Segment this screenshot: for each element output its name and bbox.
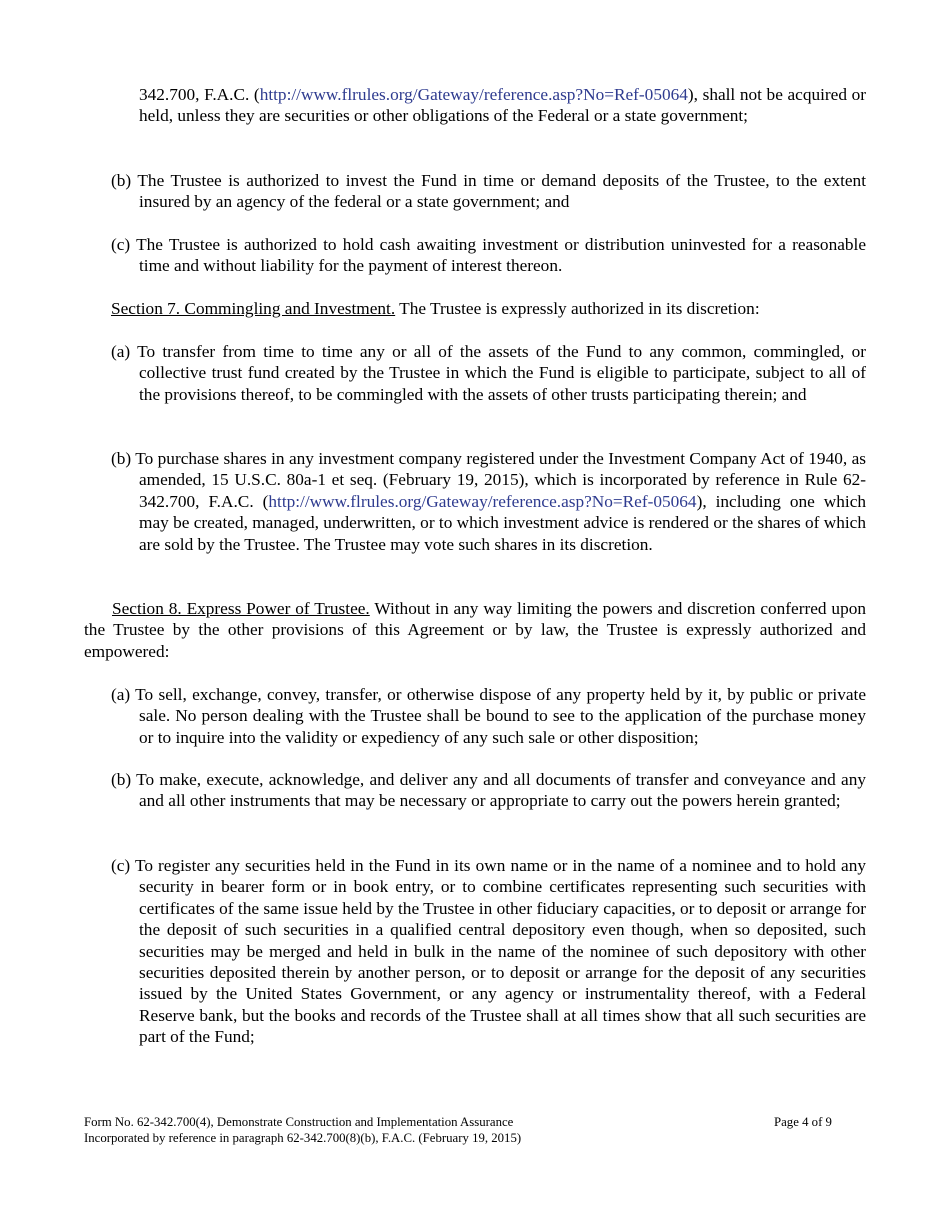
section6-item-b: (b) The Trustee is authorized to invest the Fund in time or demand deposits of the Trustee, to the extent insured by an agency of the federal or a state government; and: [111, 171, 866, 212]
page-number: Page 4 of 9: [774, 1115, 832, 1129]
section6-a-continuation: [139, 84, 866, 127]
flrules-reference-link[interactable]: http://www.flrules.org/Gateway/reference.asp?No=Ref-05064: [259, 85, 688, 104]
continuation-text-end: ), shall not be acquired or held, unless they are securities or other obligations of the Federal or a state government;: [139, 85, 867, 126]
section6-item-c: (c) The Trustee is authorized to hold cash awaiting investment or distribution uninvested for a reasonable time and without liability for the payment of interest thereon.: [111, 235, 866, 276]
section7-item-b-text-start: (b) To purchase shares in any investment company registered under the Investment Company Act of 1940, as amended, 15 U.S.C. 80a-1 et seq. (February 19, 2015), which is incorporated by reference in Rule 62-342.700, F.A.C. (: [111, 449, 866, 511]
footer-form-line: Form No. 62-342.700(4), Demonstrate Construction and Implementation Assurance: [84, 1115, 514, 1129]
section8-item-a: (a) To sell, exchange, convey, transfer, or otherwise dispose of any property held by it, by public or private sale. No person dealing with the Trustee shall be bound to see to the application of the purchase money or to inquire into the validity or expediency of any such sale or other disposition;: [111, 685, 866, 747]
section8-heading: Section 8. Express Power of Trustee.: [112, 599, 370, 618]
section7-item-b-text-end: ), including one which may be created, managed, underwritten, or to which investment advice is rendered or the shares of which are sold by the Trustee. The Trustee may vote such shares in its discretion.: [139, 491, 867, 554]
section7-item-a: (a) To transfer from time to time any or all of the assets of the Fund to any common, commingled, or collective trust fund created by the Trustee in which the Fund is eligible to participate, subject to all of the provisions thereof, to be commingled with the assets of other trusts participating therein; and: [111, 342, 866, 404]
section7-item-b: [111, 448, 866, 555]
page-footer: [84, 1114, 866, 1146]
section7-intro: The Trustee is expressly authorized in its discretion:: [395, 299, 760, 318]
section7-heading: Section 7. Commingling and Investment.: [111, 299, 396, 318]
section8-item-c: (c) To register any securities held in the Fund in its own name or in the name of a nominee and to hold any security in bearer form or in book entry, or to combine certificates representing such securities with certificates of the same issue held by the Trustee in other fiduciary capacities, or to deposit or arrange for the deposit of such securities in a qualified central depository even though, when so deposited, such securities may be merged and held in bulk in the name of the nominee of such depository with other securities deposited therein by another person, or to deposit or arrange for the deposit of any securities issued by the United States Government, or any agency or instrumentality thereof, with a Federal Reserve bank, but the books and records of the Trustee shall at all times show that all such securities are part of the Fund;: [111, 856, 866, 1047]
flrules-reference-link[interactable]: http://www.flrules.org/Gateway/reference.asp?No=Ref-05064: [268, 491, 697, 511]
footer-incorporation-line: Incorporated by reference in paragraph 62-342.700(8)(b), F.A.C. (February 19, 2015): [84, 1131, 522, 1145]
continuation-text-start: 342.700, F.A.C. (: [139, 85, 260, 104]
section8-intro: Without in any way limiting the powers and discretion conferred upon the Trustee by the other provisions of this Agreement or by law, the Trustee is expressly authorized and empowered:: [84, 599, 866, 661]
section8-paragraph: [84, 598, 866, 662]
section7-heading-line: [111, 298, 866, 319]
section8-item-b: (b) To make, execute, acknowledge, and deliver any and all documents of transfer and conveyance and any and all other instruments that may be necessary or appropriate to carry out the powers herein granted;: [111, 770, 866, 811]
